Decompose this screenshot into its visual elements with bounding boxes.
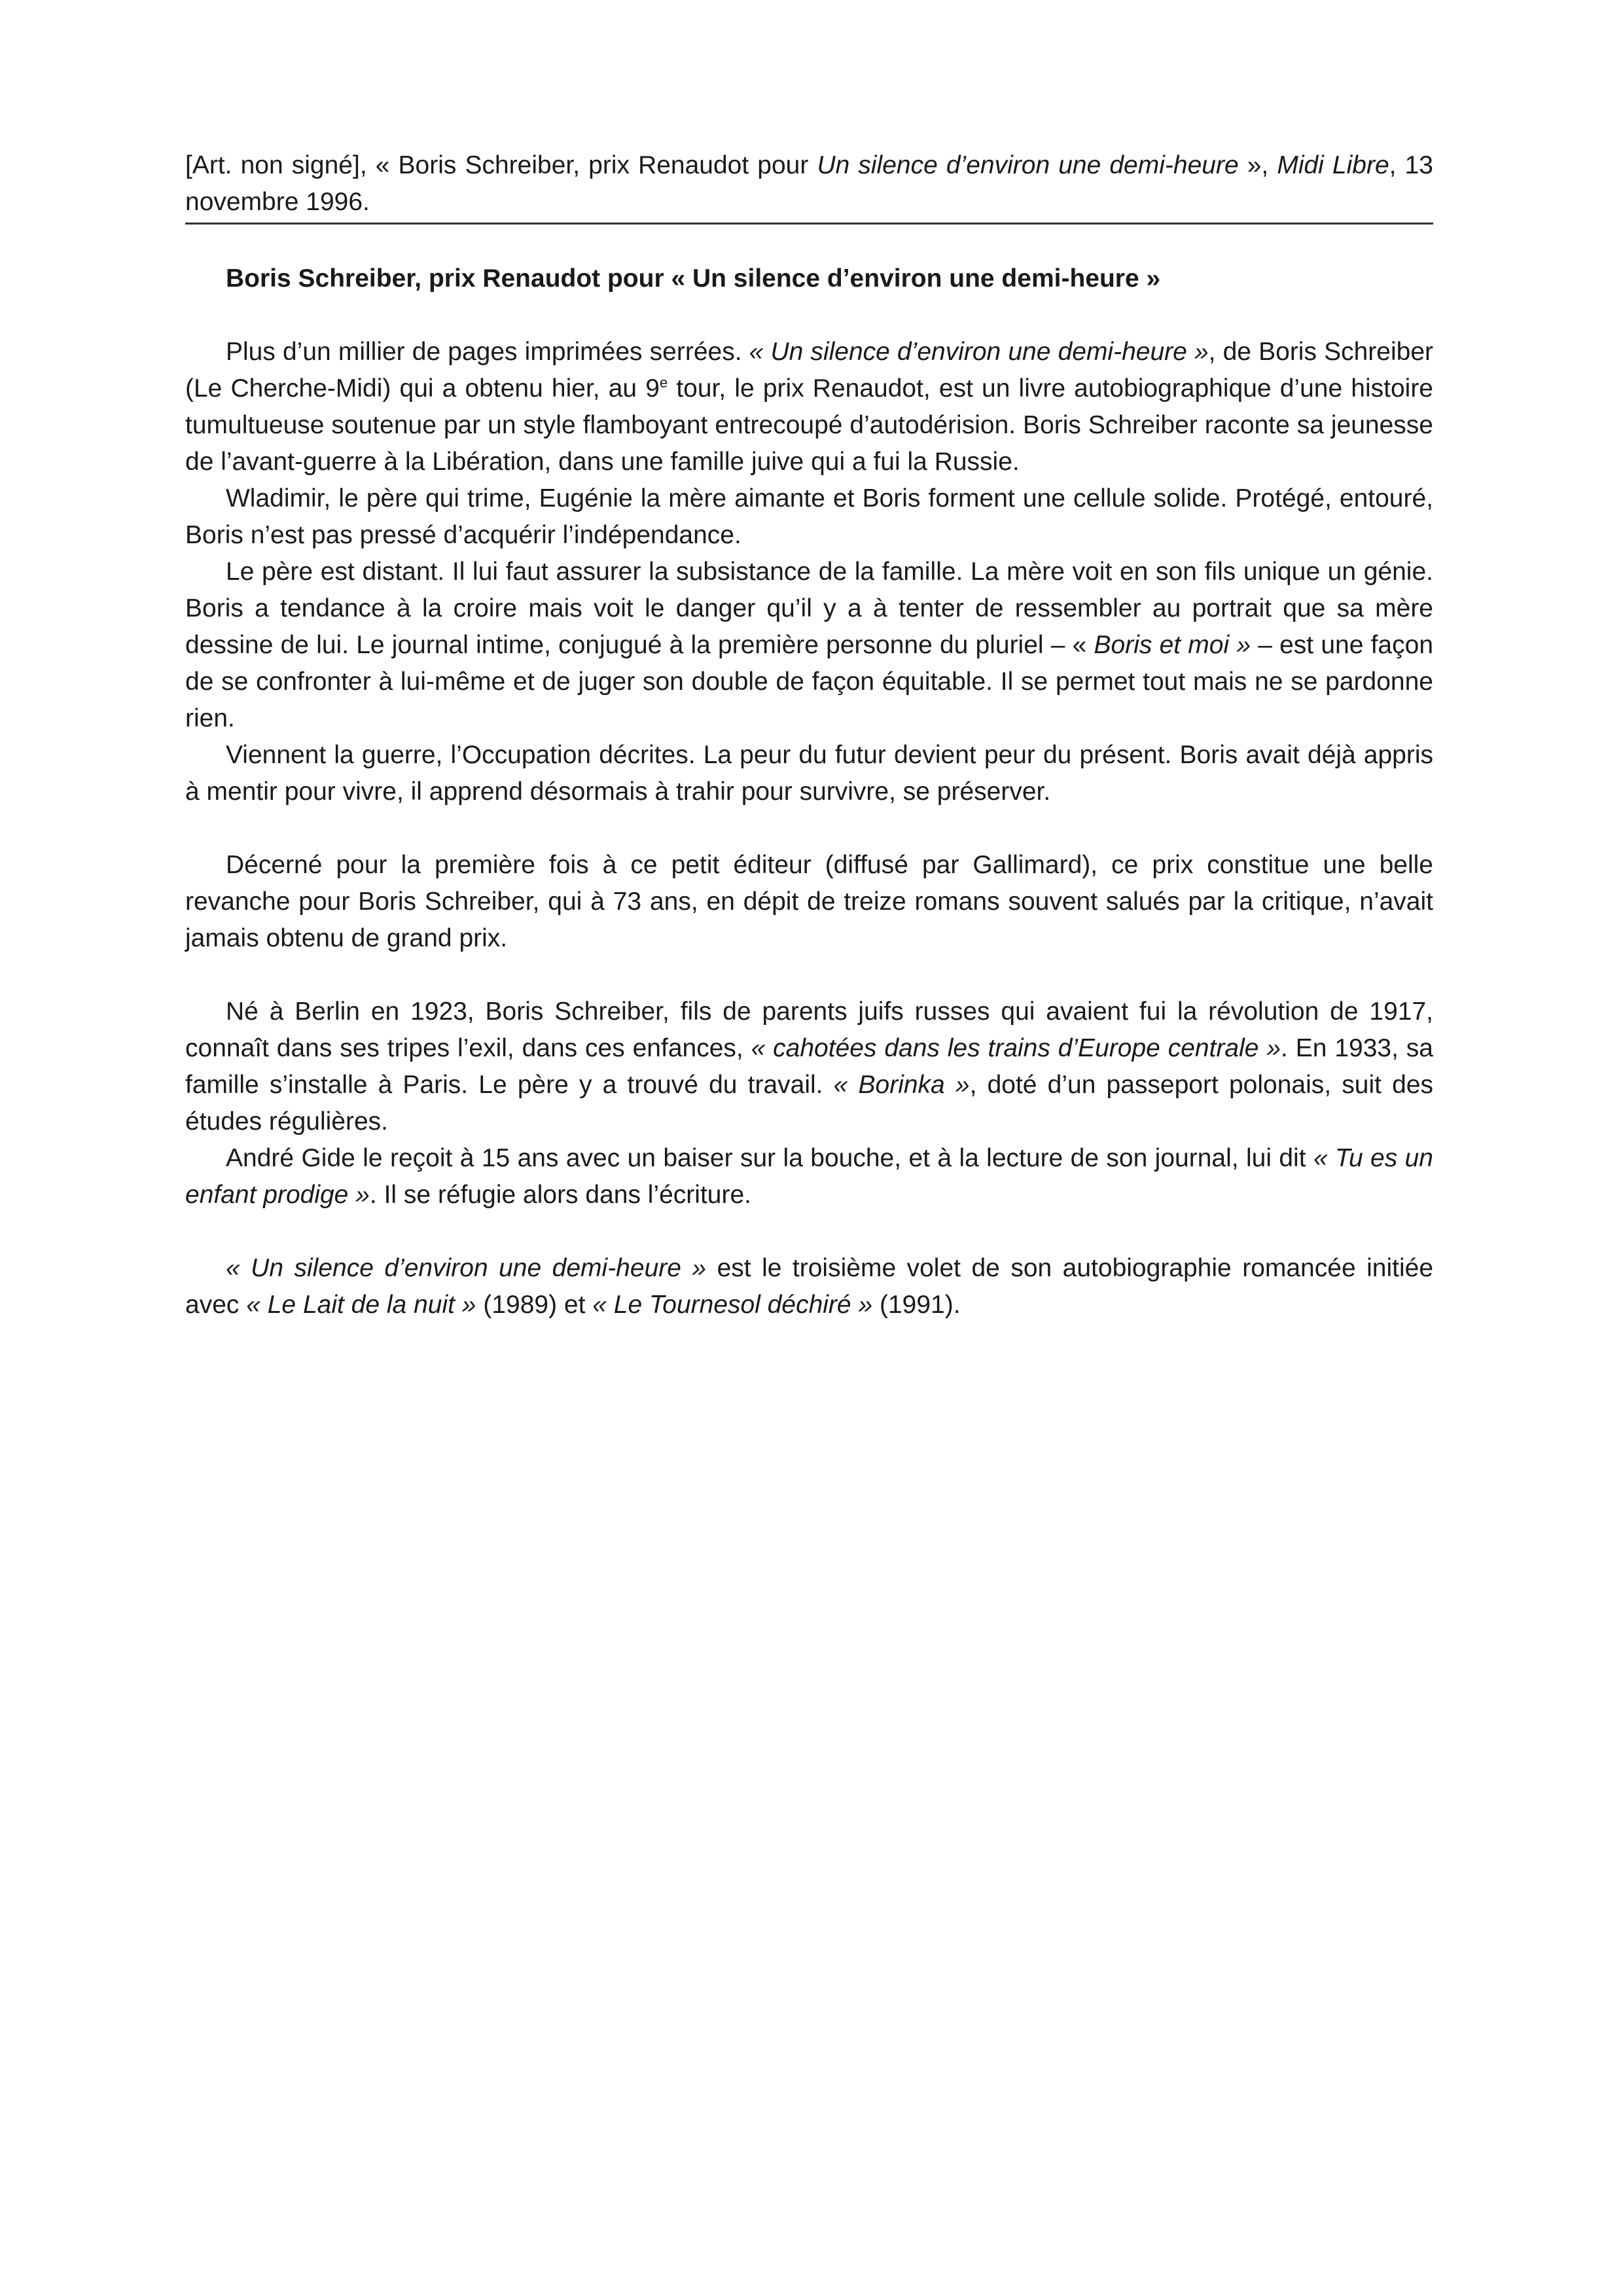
quoted-title: « Un silence d’environ une demi-heure »	[226, 1254, 707, 1282]
citation-journal: Midi Libre	[1277, 151, 1389, 179]
citation-date: , 13 novembre 1996.	[185, 151, 1433, 216]
source-citation	[185, 147, 1433, 224]
ordinal-superscript: e	[659, 374, 668, 391]
paragraph-4: Viennent la guerre, l’Occupation décrites. La peur du futur devient peur du présent. Boris avait déjà appris à mentir pour vivre, il apprend désormais à trahir pour survivre, se préserver.	[185, 741, 1433, 806]
quoted-phrase: « Tu es un enfant prodige »	[185, 1144, 1433, 1209]
quoted-phrase: « cahotées dans les trains d’Europe centrale »	[751, 1034, 1281, 1062]
citation-text: »,	[1238, 151, 1277, 179]
paragraph-6: Né à Berlin en 1923, Boris Schreiber, fils de parents juifs russes qui avaient fui la révolution de 1917, connaît dans ses tripes l’exil, dans ces enfances, « cahotées dans les trains d’Europe centrale ». En 1933, sa famille s’installe à Paris. Le père y a trouvé du travail. « Borinka », doté d’un passeport polonais, suit des études régulières.	[185, 997, 1433, 1136]
citation-book-title: Un silence d’environ une demi-heure	[817, 151, 1239, 179]
quoted-phrase: Boris et moi »	[1094, 631, 1251, 659]
article-headline: Boris Schreiber, prix Renaudot pour « Un silence d’environ une demi-heure »	[226, 264, 1161, 293]
quoted-title: « Le Lait de la nuit »	[246, 1291, 476, 1319]
paragraph-7: André Gide le reçoit à 15 ans avec un baiser sur la bouche, et à la lecture de son journal, lui dit « Tu es un enfant prodige ». Il se réfugie alors dans l’écriture.	[185, 1144, 1433, 1209]
quoted-title: « Un silence d’environ une demi-heure »	[749, 338, 1209, 366]
article-content	[185, 147, 1433, 1323]
paragraph-2: Wladimir, le père qui trime, Eugénie la mère aimante et Boris forment une cellule solide. Protégé, entouré, Boris n’est pas pressé d’acquérir l’indépendance.	[185, 484, 1433, 549]
quoted-phrase: « Borinka »	[833, 1071, 970, 1099]
paragraph-8: « Un silence d’environ une demi-heure » est le troisième volet de son autobiographie romancée initiée avec « Le Lait de la nuit » (1989) et « Le Tournesol déchiré » (1991).	[185, 1254, 1434, 1319]
citation-text: [Art. non signé], « Boris Schreiber, prix Renaudot pour	[185, 151, 817, 179]
quoted-title: « Le Tournesol déchiré »	[592, 1291, 873, 1319]
paragraph-5: Décerné pour la première fois à ce petit éditeur (diffusé par Gallimard), ce prix constitue une belle revanche pour Boris Schreiber, qui à 73 ans, en dépit de treize romans souvent salués par la critique, n’avait jamais obtenu de grand prix.	[185, 851, 1433, 952]
article-body	[185, 334, 1433, 1323]
paragraph-1: Plus d’un millier de pages imprimées serrées. « Un silence d’environ une demi-heure », de Boris Schreiber (Le Cherche-Midi) qui a obtenu hier, au 9e tour, le prix Renaudot, est un livre autobiographique d’une histoire tumultueuse soutenue par un style flamboyant entrecoupé d’autodérision. Boris Schreiber raconte sa jeunesse de l’avant-guerre à la Libération, dans une famille juive qui a fui la Russie.	[185, 338, 1434, 476]
paragraph-3: Le père est distant. Il lui faut assurer la subsistance de la famille. La mère voit en son fils unique un génie. Boris a tendance à la croire mais voit le danger qu’il y a à tenter de ressembler au portrait que sa mère dessine de lui. Le journal intime, conjugué à la première personne du pluriel – « Boris et moi » – est une façon de se confronter à lui-même et de juger son double de façon équitable. Il se permet tout mais ne se pardonne rien.	[185, 558, 1434, 732]
